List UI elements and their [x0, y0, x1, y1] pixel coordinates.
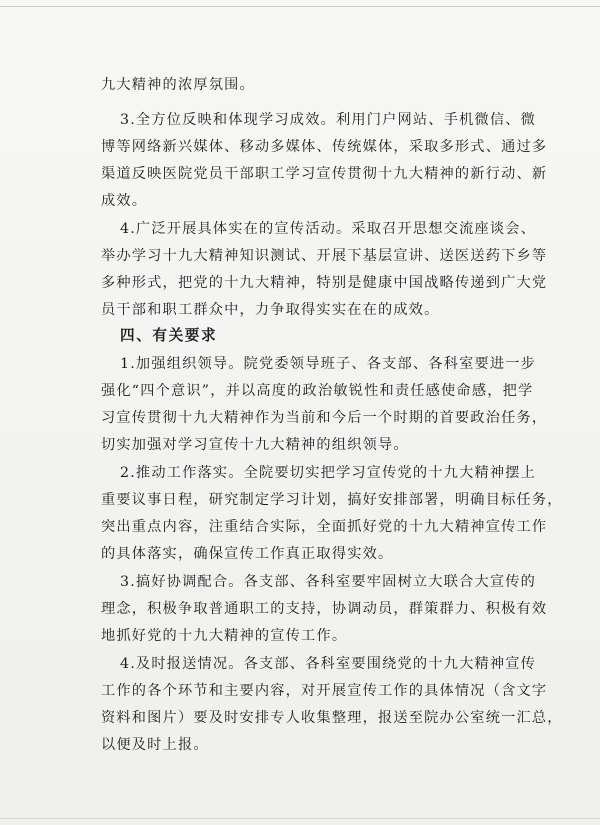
- text-line: 工作的各个环节和主要内容，对开展宣传工作的具体情况（含文字: [101, 683, 548, 699]
- text-line: 切实加强对学习宣传十九大精神的组织领导。: [101, 437, 409, 453]
- text-line: 资料和图片）要及时安排专人收集整理，报送至院办公室统一汇总，: [101, 710, 563, 726]
- text-line: 地抓好党的十九大精神的宣传工作。: [101, 628, 348, 644]
- text-line: 的具体落实，确保宣传工作真正取得实效。: [101, 546, 394, 562]
- text-line: 成效。: [101, 193, 148, 209]
- text-line: 多种形式，把党的十九大精神，特别是健康中国战略传递到广大党: [101, 275, 548, 291]
- text-line: 重要议事日程，研究制定学习计划，搞好安排部署，明确目标任务，: [101, 492, 563, 508]
- item-4-line: 4.广泛开展具体实在的宣传活动。采取召开思想交流座谈会、: [120, 221, 537, 237]
- requirement-3-line: 3.搞好协调配合。各支部、各科室要牢固树立大联合大宣传的: [120, 574, 537, 590]
- requirement-1-line: 1.加强组织领导。院党委领导班子、各支部、各科室要进一步: [120, 356, 537, 372]
- text-line: 强化“四个意识”，并以高度的政治敏锐性和责任感使命感，把学: [101, 383, 534, 399]
- text-line: 举办学习十九大精神知识测试、开展下基层宣讲、送医送药下乡等: [101, 248, 548, 264]
- requirement-2-line: 2.推动工作落实。全院要切实把学习宣传党的十九大精神摆上: [120, 465, 537, 481]
- text-line: 习宣传贯彻十九大精神作为当前和今后一个时期的首要政治任务，: [101, 410, 548, 426]
- text-line: 博等网络新兴媒体、移动多媒体、传统媒体，采取多形式、通过多: [101, 139, 548, 155]
- scan-edge-bottom: [0, 818, 600, 819]
- text-line: 以便及时上报。: [101, 737, 209, 753]
- section-heading: 四、有关要求: [120, 327, 218, 344]
- text-line: 九大精神的浓厚氛围。: [101, 77, 255, 93]
- text-line: 突出重点内容，注重结合实际，全面抓好党的十九大精神宣传工作: [101, 519, 548, 535]
- text-line: 渠道反映医院党员干部职工学习宣传贯彻十九大精神的新行动、新: [101, 166, 548, 182]
- text-line: 员干部和职工群众中，力争取得实实在在的成效。: [101, 302, 440, 318]
- text-line: 理念，积极争取普通职工的支持，协调动员，群策群力、积极有效: [101, 601, 548, 617]
- item-3-line: 3.全方位反映和体现学习成效。利用门户网站、手机微信、微: [120, 112, 537, 128]
- scan-edge-top: [0, 6, 600, 7]
- requirement-4-line: 4.及时报送情况。各支部、各科室要围绕党的十九大精神宣传: [120, 656, 537, 672]
